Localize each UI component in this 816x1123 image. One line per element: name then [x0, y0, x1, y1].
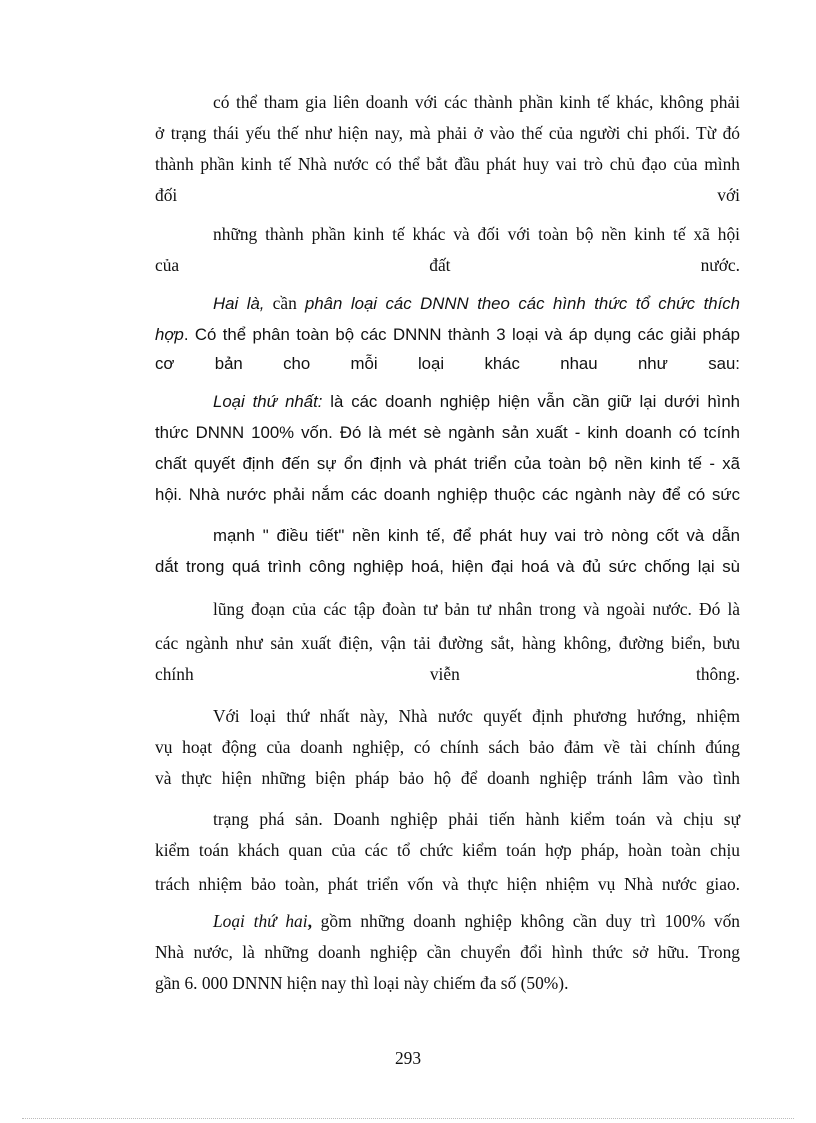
- word: mỗi: [350, 354, 378, 373]
- text-line: các ngành như sản xuất điện, vận tải đường sắt, hàng không, đường biển, bưu: [155, 633, 740, 653]
- text-line: thức DNNN 100% vốn. Đó là mét sè ngành sản xuất - kinh doanh có tcính: [155, 423, 740, 442]
- text-span: . Có thể phân toàn bộ các DNNN thành 3 loại và áp dụng các giải pháp: [183, 325, 740, 344]
- text-line: chất quyết định đến sự ổn định và phát triển của toàn bộ nền kinh tế - xã: [155, 454, 740, 473]
- word: đất: [429, 255, 451, 275]
- word: sau:: [708, 354, 740, 373]
- text-line: [213, 291, 740, 316]
- text-line: lũng đoạn của các tập đoàn tư bản tư nhân trong và ngoài nước. Đó là: [213, 599, 740, 619]
- italic-phrase: hợp: [155, 325, 184, 344]
- word: với: [717, 185, 740, 205]
- text-line: [155, 322, 740, 347]
- text-line: mạnh " điều tiết" nền kinh tế, để phát huy vai trò nòng cốt và dẫn: [213, 526, 740, 545]
- italic-lead: Loại thứ nhất:: [213, 392, 323, 411]
- word: thông.: [696, 664, 740, 684]
- word: khác: [484, 354, 520, 373]
- word: cơ: [155, 354, 175, 373]
- text-line: hội. Nhà nước phải nắm các doanh nghiệp thuộc các ngành này để có sức: [155, 485, 740, 504]
- text-line: dắt trong quá trình công nghiệp hoá, hiện đại hoá và đủ sức chống lại sù: [155, 557, 740, 576]
- word: của: [155, 255, 180, 275]
- word: loại: [417, 354, 445, 373]
- word: chính: [155, 664, 194, 684]
- word: như: [637, 354, 668, 373]
- text-line: [213, 909, 740, 933]
- text-line: [155, 183, 740, 207]
- italic-lead: Hai là,: [213, 294, 265, 313]
- text-span: cần: [264, 293, 306, 313]
- word: nước.: [700, 255, 740, 275]
- word: cho: [283, 354, 311, 373]
- italic-lead: Loại thứ hai: [213, 911, 308, 931]
- text-line: [155, 253, 740, 277]
- text-line: [155, 352, 740, 376]
- text-line: và thực hiện những biện pháp bảo hộ để doanh nghiệp tránh lâm vào tình: [155, 768, 740, 788]
- text-line: [155, 662, 740, 686]
- text-line: những thành phần kinh tế khác và đối với toàn bộ nền kinh tế xã hội: [213, 224, 740, 244]
- text-span: ,: [307, 911, 312, 931]
- italic-phrase: phân loại các DNNN theo các hình thức tổ chức thích: [305, 294, 740, 313]
- text-span: là các doanh nghiệp hiện vẫn cần giữ lại dưới hình: [322, 392, 740, 411]
- word: bản: [214, 354, 243, 373]
- page-number: 293: [394, 1048, 422, 1068]
- text-line: kiểm toán khách quan của các tổ chức kiểm toán hợp pháp, hoàn toàn chịu: [155, 840, 740, 860]
- text-span: gồm những doanh nghiệp không cần duy trì 100% vốn: [311, 911, 740, 931]
- page-divider: [22, 1118, 794, 1119]
- text-line: gần 6. 000 DNNN hiện nay thì loại này chiếm đa số (50%).: [155, 973, 569, 993]
- text-line: Nhà nước, là những doanh nghiệp cần chuyển đổi hình thức sở hữu. Trong: [155, 942, 740, 962]
- text-line: thành phần kinh tế Nhà nước có thể bắt đầu phát huy vai trò chủ đạo của mình: [155, 154, 740, 174]
- text-line: có thể tham gia liên doanh với các thành phần kinh tế khác, không phải: [213, 92, 740, 112]
- text-line: trách nhiệm bảo toàn, phát triển vốn và thực hiện nhiệm vụ Nhà nước giao.: [155, 874, 740, 894]
- word: nhau: [560, 354, 598, 373]
- text-line: Với loại thứ nhất này, Nhà nước quyết định phương hướng, nhiệm: [213, 706, 740, 726]
- text-line: vụ hoạt động của doanh nghiệp, có chính sách bảo đảm về tài chính đúng: [155, 737, 740, 757]
- text-line: ở trạng thái yếu thế như hiện nay, mà phải ở vào thế của người chi phối. Từ đó: [155, 123, 740, 143]
- text-line: trạng phá sản. Doanh nghiệp phải tiến hành kiểm toán và chịu sự: [213, 809, 740, 829]
- text-line: [213, 390, 740, 414]
- word: viễn: [429, 664, 460, 684]
- word: đối: [155, 185, 178, 205]
